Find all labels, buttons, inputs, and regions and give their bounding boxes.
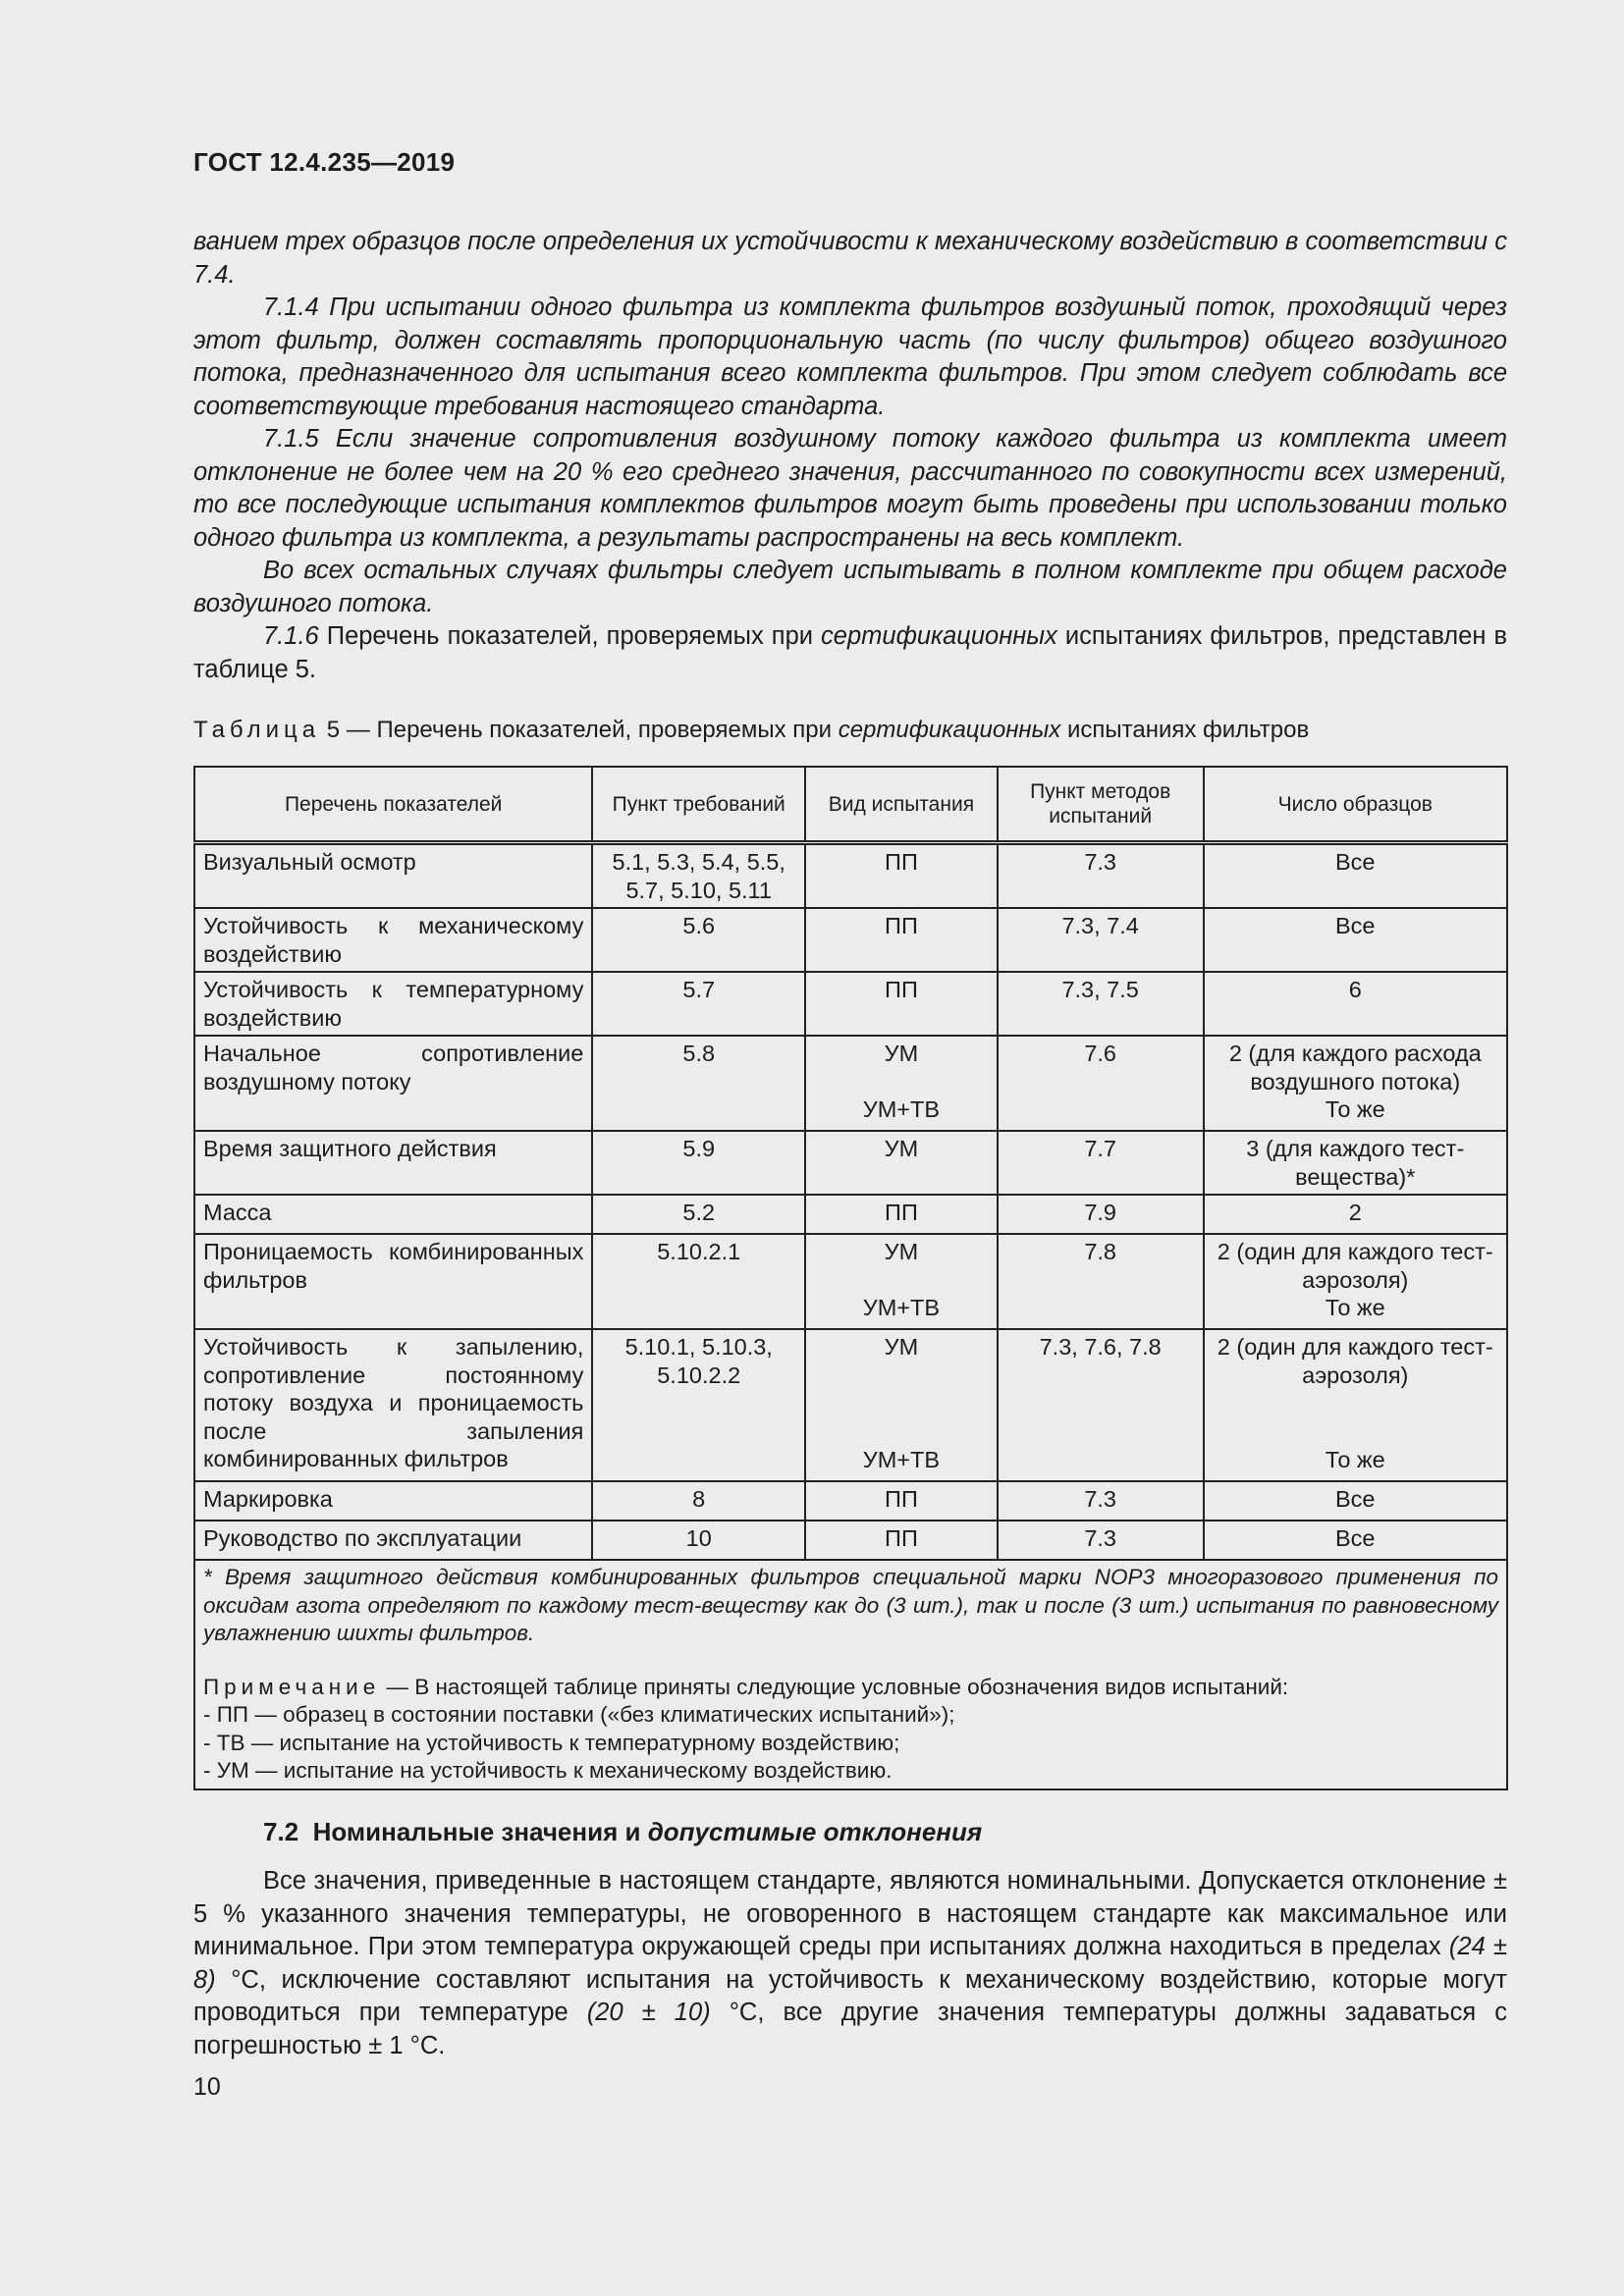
count-same: То же <box>1325 1096 1385 1122</box>
table-caption-italic: сертификационных <box>838 717 1061 743</box>
count-main: Все <box>1335 849 1376 875</box>
cell-count <box>1204 843 1507 909</box>
count-same: То же <box>1325 1447 1385 1472</box>
cell-requirement: 10 <box>592 1521 805 1560</box>
cell-test-type <box>805 1481 998 1521</box>
cell-indicator: Время защитного действия <box>194 1131 592 1195</box>
cell-count <box>1204 1195 1507 1234</box>
table-row <box>194 843 1507 909</box>
section-title: Номинальные значения и <box>312 1817 641 1846</box>
paragraph-text: °С, исключение составляют испытания на устойчивость к механическому воздействию, которые могут проводиться при температуре <box>193 1965 1507 2026</box>
cell-indicator: Устойчивость к температурному воздействию <box>194 972 592 1036</box>
table-caption-number: 5 <box>326 717 341 743</box>
table-row <box>194 908 1507 972</box>
paragraph-number: 7.1.6 <box>263 622 319 650</box>
count-main: 6 <box>1348 977 1362 1002</box>
count-main: 2 <box>1348 1200 1362 1225</box>
test-type-main: ПП <box>885 1486 918 1512</box>
table-caption-label: Таблица <box>193 717 321 743</box>
cell-method: 7.3 <box>998 1481 1204 1521</box>
cell-requirement: 5.8 <box>592 1036 805 1131</box>
cell-indicator: Руководство по эксплуатации <box>194 1521 592 1560</box>
table-caption-text: испытаниях фильтров <box>1066 717 1310 743</box>
count-same: То же <box>1325 1295 1385 1320</box>
cell-count <box>1204 972 1507 1036</box>
header-test-type: Вид испытания <box>805 767 998 843</box>
cell-test-type <box>805 1329 998 1481</box>
cell-test-type <box>805 843 998 909</box>
header-requirement-clause: Пункт требований <box>592 767 805 843</box>
cell-requirement: 5.2 <box>592 1195 805 1234</box>
cell-count <box>1204 1481 1507 1521</box>
cell-method: 7.3 <box>998 843 1204 909</box>
cell-requirement: 5.10.1, 5.10.3, 5.10.2.2 <box>592 1329 805 1481</box>
temperature-range: (24 ± 8) <box>193 1933 1508 1994</box>
page-number: 10 <box>193 2073 221 2101</box>
paragraph-nominal-values <box>193 1865 1507 2062</box>
cell-method: 7.3, 7.4 <box>998 908 1204 972</box>
count-main: 2 (один для каждого тест-аэрозоля) <box>1217 1334 1493 1388</box>
cell-method: 7.6 <box>998 1036 1204 1131</box>
cell-count <box>1204 1329 1507 1481</box>
cell-test-type <box>805 1195 998 1234</box>
note-item: - ТВ — испытание на устойчивость к температурному воздействию; <box>203 1730 900 1755</box>
test-type-combined: УМ+ТВ <box>862 1446 941 1472</box>
cell-requirement: 5.6 <box>592 908 805 972</box>
test-type-combined: УМ+ТВ <box>862 1095 941 1122</box>
indicators-table <box>193 766 1508 1790</box>
test-type-main: ПП <box>885 1200 918 1225</box>
table-row <box>194 1195 1507 1234</box>
paragraph-text: испытаниях фильтров, представлен в таблице 5. <box>193 622 1507 683</box>
table-row <box>194 1036 1507 1131</box>
paragraph-7-1-6 <box>193 620 1507 686</box>
section-number: 7.2 <box>263 1817 299 1846</box>
cell-method: 7.7 <box>998 1131 1204 1195</box>
test-type-main: УМ <box>884 1334 919 1360</box>
test-type-main: ПП <box>885 913 918 938</box>
cell-indicator: Устойчивость к механическому воздействию <box>194 908 592 972</box>
count-main: 3 (для каждого тест-вещества)* <box>1246 1136 1465 1190</box>
paragraph-italic: сертификационных <box>821 622 1057 650</box>
paragraph-text: Перечень показателей, проверяемых при <box>326 622 814 650</box>
cell-method: 7.3, 7.5 <box>998 972 1204 1036</box>
temperature-range: (20 ± 10) <box>586 1999 711 2026</box>
table-row <box>194 1234 1507 1329</box>
cell-requirement: 5.7 <box>592 972 805 1036</box>
cell-method: 7.3 <box>998 1521 1204 1560</box>
table-row <box>194 1521 1507 1560</box>
paragraph-text: °С, все другие значения температуры должны задаваться с погрешностью ± 1 °С. <box>193 1999 1508 2059</box>
count-main: 2 (для каждого расхода воздушного потока) <box>1228 1041 1482 1095</box>
note-item: - УМ — испытание на устойчивость к механическому воздействию. <box>203 1758 893 1783</box>
table-footnote <box>194 1560 1507 1789</box>
header-indicators: Перечень показателей <box>194 767 592 843</box>
cell-test-type <box>805 1521 998 1560</box>
section-heading-7-2 <box>263 1817 982 1847</box>
cell-test-type <box>805 908 998 972</box>
cell-test-type <box>805 1234 998 1329</box>
test-type-main: ПП <box>885 977 918 1002</box>
intro-text <box>193 226 1507 686</box>
cell-count <box>1204 1036 1507 1131</box>
cell-method: 7.8 <box>998 1234 1204 1329</box>
cell-test-type <box>805 972 998 1036</box>
note-line <box>203 1674 1498 1702</box>
table-header-row <box>194 767 1507 843</box>
paragraph-7-1-4: 7.1.4 При испытании одного фильтра из комплекта фильтров воздушный поток, проходящий через этот фильтр, должен составлять пропорциональную часть (по числу фильтров) общего воздушного потока, предназначенного для испытания всего комплекта фильтров. При этом следует соблюдать все соответствующие требования настоящего стандарта. <box>193 294 1507 420</box>
cell-count <box>1204 1521 1507 1560</box>
cell-indicator: Маркировка <box>194 1481 592 1521</box>
document-header: ГОСТ 12.4.235—2019 <box>193 147 456 177</box>
footnote-text: * Время защитного действия комбинированных фильтров специальной марки NOP3 многоразового применения по оксидам азота определяют по каждому тест-веществу как до (3 шт.), так и после (3 шт.) испытания по равновесному увлажнению шихты фильтров. <box>203 1565 1498 1645</box>
cell-requirement: 5.10.2.1 <box>592 1234 805 1329</box>
cell-requirement: 5.1, 5.3, 5.4, 5.5, 5.7, 5.10, 5.11 <box>592 843 805 909</box>
section-title-italic: допустимые отклонения <box>647 1817 983 1846</box>
table-row <box>194 1481 1507 1521</box>
cell-count <box>1204 1234 1507 1329</box>
cell-method: 7.9 <box>998 1195 1204 1234</box>
note-label: Примечание <box>203 1674 381 1699</box>
table-row <box>194 1329 1507 1481</box>
cell-count <box>1204 908 1507 972</box>
cell-requirement: 8 <box>592 1481 805 1521</box>
test-type-main: УМ <box>884 1136 919 1161</box>
cell-indicator: Визуальный осмотр <box>194 843 592 909</box>
test-type-combined: УМ+ТВ <box>862 1294 941 1320</box>
cell-count <box>1204 1131 1507 1195</box>
table-row <box>194 972 1507 1036</box>
section-7-2-text <box>193 1865 1507 2062</box>
cell-indicator: Масса <box>194 1195 592 1234</box>
paragraph-continuation: ванием трех образцов после определения их устойчивости к механическому воздействию в соответствии с 7.4. <box>193 228 1507 289</box>
count-main: Все <box>1335 913 1376 938</box>
cell-test-type <box>805 1131 998 1195</box>
test-type-main: ПП <box>885 849 918 875</box>
test-type-main: УМ <box>884 1041 919 1066</box>
paragraph-7-1-5: 7.1.5 Если значение сопротивления воздушному потоку каждого фильтра из комплекта имеет отклонение не более чем на 20 % его среднего значения, рассчитанного по совокупности всех измерений, то все последующие испытания комплектов фильтров могут быть проведены при использовании только одного фильтра из комплекта, а результаты распространены на весь комплект. <box>193 425 1507 552</box>
table-row <box>194 1131 1507 1195</box>
cell-method: 7.3, 7.6, 7.8 <box>998 1329 1204 1481</box>
cell-indicator: Начальное сопротивление воздушному потоку <box>194 1036 592 1131</box>
paragraph-text: Все значения, приведенные в настоящем стандарте, являются номинальными. Допускается отклонение ± 5 % указанного значения температуры, не оговоренного в настоящем стандарте как максимальное или минимальное. При этом температура окружающей среды при испытаниях должна находиться в пределах <box>193 1867 1507 1960</box>
header-method-clause: Пункт методов испытаний <box>998 767 1204 843</box>
count-main: Все <box>1335 1525 1376 1551</box>
cell-test-type <box>805 1036 998 1131</box>
paragraph-other-cases: Во всех остальных случаях фильтры следует испытывать в полном комплекте при общем расходе воздушного потока. <box>193 557 1507 617</box>
table-footnote-row <box>194 1560 1507 1789</box>
note-text: — В настоящей таблице приняты следующие условные обозначения видов испытаний: <box>386 1674 1289 1699</box>
count-main: 2 (один для каждого тест-аэрозоля) <box>1217 1239 1493 1293</box>
cell-requirement: 5.9 <box>592 1131 805 1195</box>
header-sample-count: Число образцов <box>1204 767 1507 843</box>
cell-indicator: Проницаемость комбинированных фильтров <box>194 1234 592 1329</box>
cell-indicator: Устойчивость к запылению, сопротивление постоянному потоку воздуха и проницаемость после запыления комбинированных фильтров <box>194 1329 592 1481</box>
table-caption <box>193 717 1309 744</box>
table-caption-text: — Перечень показателей, проверяемых при <box>346 717 833 743</box>
note-item: - ПП — образец в состоянии поставки («без климатических испытаний»); <box>203 1702 955 1727</box>
count-main: Все <box>1335 1486 1376 1512</box>
test-type-main: ПП <box>885 1525 918 1551</box>
test-type-main: УМ <box>884 1239 919 1264</box>
